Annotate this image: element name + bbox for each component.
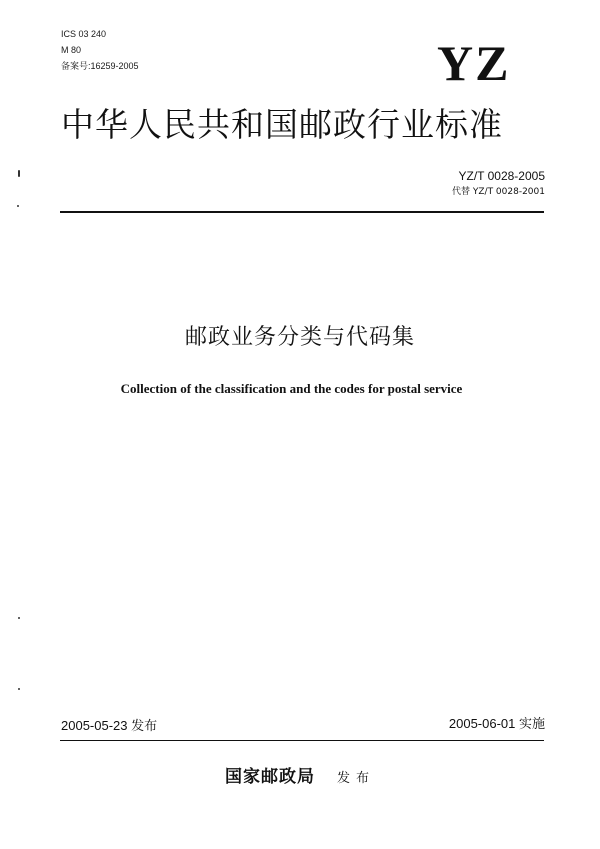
scan-speck bbox=[18, 617, 20, 619]
top-divider bbox=[60, 211, 544, 213]
issuer-line bbox=[0, 766, 600, 790]
document-title-en: Collection of the classification and the codes for postal service bbox=[120, 381, 463, 396]
bottom-divider bbox=[60, 740, 544, 741]
scan-speck bbox=[18, 170, 20, 177]
scan-speck bbox=[18, 688, 20, 690]
standard-number: YZ/T 0028-2005 bbox=[458, 169, 545, 183]
standard-title: 中华人民共和国邮政行业标准 bbox=[61, 105, 503, 144]
implement-date: 2005-06-01 实施 bbox=[448, 716, 545, 731]
issue-label: 发布 bbox=[336, 771, 375, 786]
category-code: M 80 bbox=[61, 45, 82, 55]
issuer-name: 国家邮政局 bbox=[224, 767, 315, 787]
document-title-cn: 邮政业务分类与代码集 bbox=[184, 325, 415, 350]
ics-code: ICS 03 240 bbox=[61, 29, 107, 39]
yz-logo: YZ bbox=[437, 35, 511, 91]
publish-date: 2005-05-23 发布 bbox=[61, 718, 158, 733]
scan-speck bbox=[17, 205, 19, 207]
replaces-standard: 代替 YZ/T 0028-2001 bbox=[452, 187, 545, 197]
filing-number: 备案号:16259-2005 bbox=[61, 61, 139, 71]
